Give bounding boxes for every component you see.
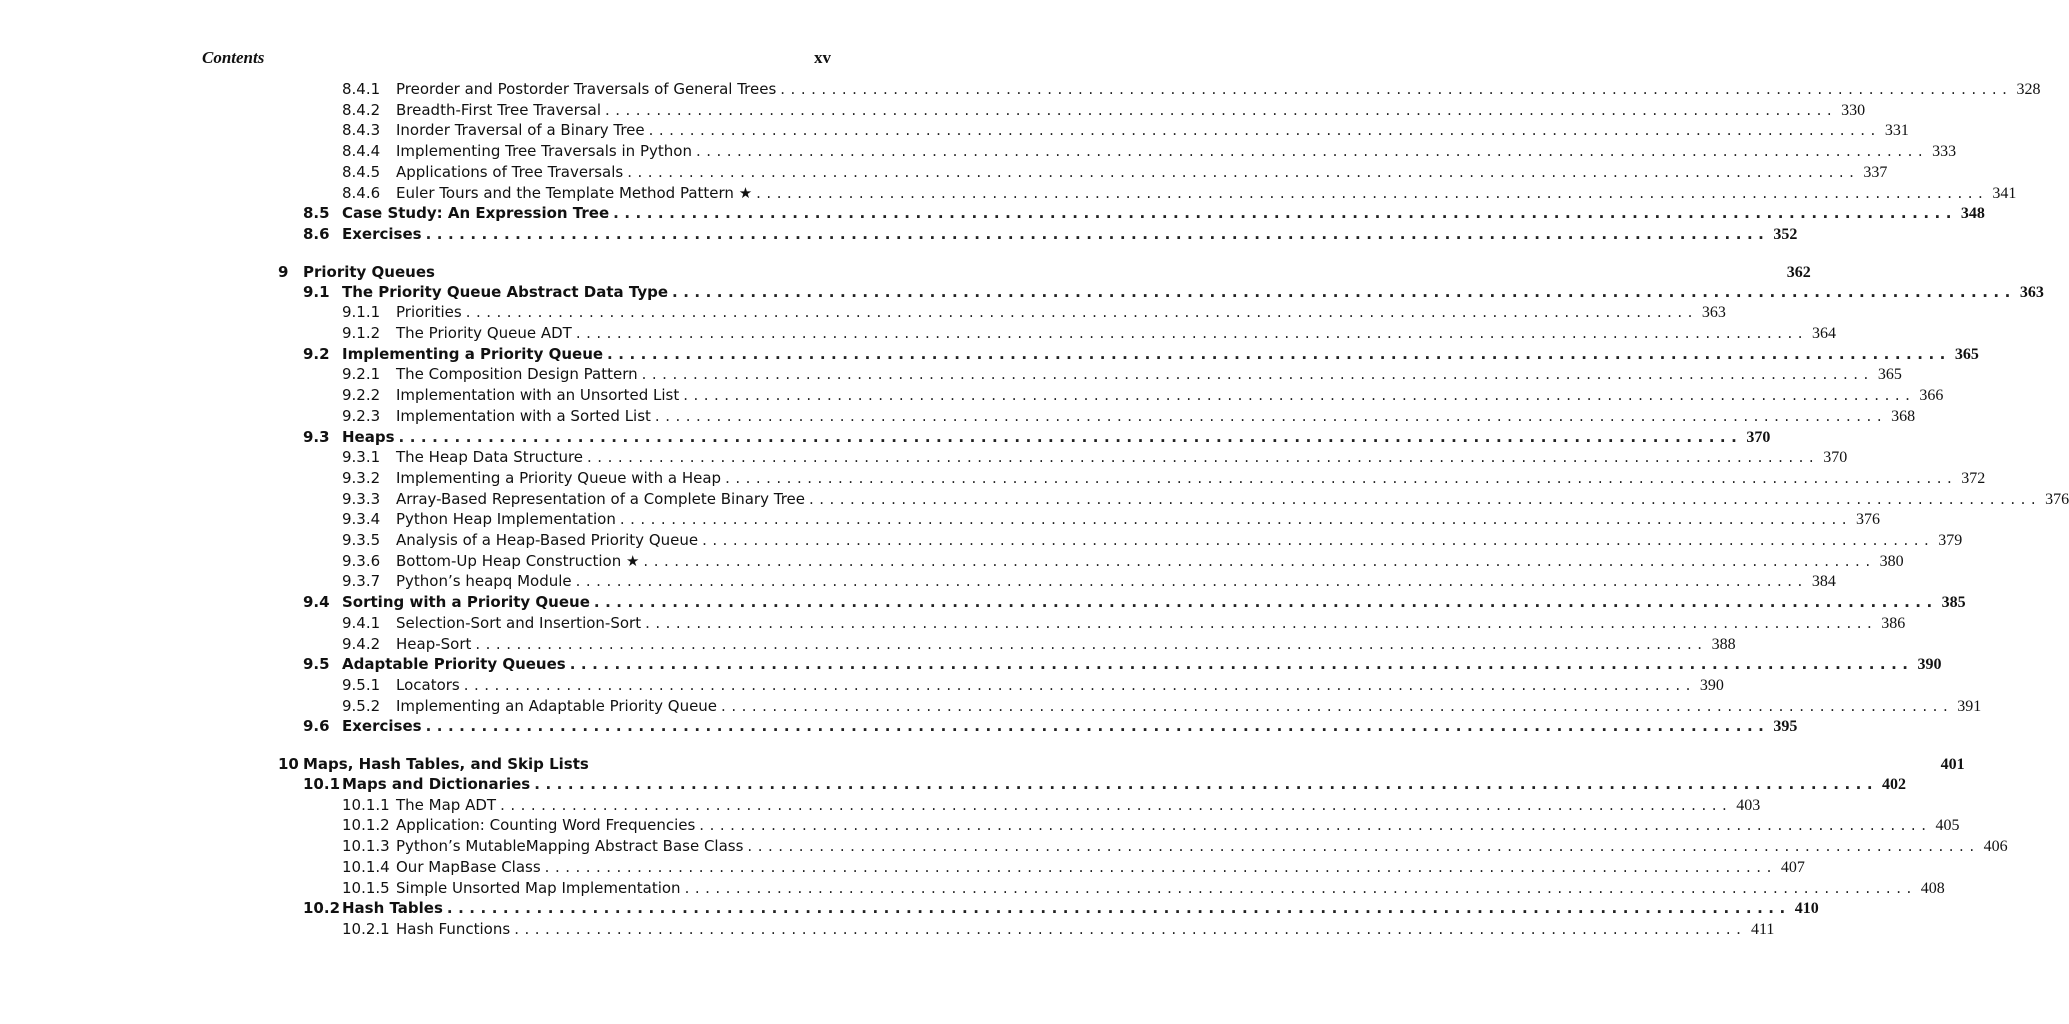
toc-entry-number: 9.2.2 — [342, 386, 381, 405]
toc-leader-dots: ........................................................................................................................ — [514, 919, 1747, 938]
toc-subsection-entry — [0, 509, 1881, 530]
toc-entry-line — [396, 836, 2008, 858]
toc-entry-title: Application: Counting Word Frequencies — [396, 816, 696, 835]
toc-leader-dots: ........................................................................................................................ — [607, 344, 1951, 363]
toc-entry-line — [396, 795, 1761, 817]
toc-entry-page: 366 — [1919, 387, 1944, 405]
toc-entry-number: 8.4.1 — [342, 80, 381, 98]
toc-entry-number: 8.6 — [303, 224, 330, 243]
toc-leader-dots: ........................................................................................................................ — [654, 406, 1888, 425]
toc-entry-page: 328 — [2016, 81, 2041, 98]
toc-leader-dots: ........................................................................................................................ — [575, 324, 1809, 342]
toc-entry-number: 8.4.3 — [342, 121, 381, 140]
toc-entry-title: Simple Unsorted Map Implementation — [396, 878, 681, 897]
toc-leader-dots: ........................................................................................................................ — [619, 510, 1853, 529]
toc-entry-title: Case Study: An Expression Tree — [342, 204, 610, 223]
toc-subsection-entry — [0, 634, 1736, 655]
toc-entry-page: 348 — [1960, 205, 1985, 223]
toc-entry-page: 331 — [1884, 122, 1909, 140]
toc-entry-number: 10.1.4 — [342, 857, 390, 876]
toc-leader-dots: ........................................................................................................................ — [699, 816, 1932, 835]
toc-leader-dots: ........................................................................................................................ — [475, 634, 1708, 653]
toc-entry-title: Hash Functions — [396, 919, 511, 938]
toc-entry-number: 10.1.2 — [342, 816, 390, 835]
toc-entry-line — [342, 224, 1798, 246]
toc-subsection-entry — [0, 613, 1906, 634]
toc-entry-line — [396, 489, 2069, 511]
toc-entry-title: Exercises — [342, 717, 422, 736]
toc-entry-title: Heap-Sort — [396, 634, 472, 653]
toc-leader-dots: ........................................................................................................................ — [593, 593, 1938, 612]
toc-entry-title: Locators — [396, 675, 460, 694]
toc-subsection-entry — [0, 551, 1904, 572]
toc-entry-title: Priorities — [396, 303, 462, 322]
toc-entry-number: 9.1.1 — [342, 303, 381, 322]
toc-entry-title: Breadth-First Tree Traversal — [396, 100, 601, 119]
toc-entry-page: 365 — [1954, 345, 1979, 363]
toc-entry-number: 9.3.6 — [342, 551, 381, 570]
toc-entry-number: 9.3.4 — [342, 510, 381, 529]
toc-entry-title: Priority Queues — [303, 262, 435, 281]
toc-entry-title: The Map ADT — [396, 795, 497, 814]
toc-entry-line — [396, 141, 1957, 163]
toc-entry-line — [396, 509, 1881, 531]
toc-leader-dots: ........................................................................................................................ — [648, 121, 1881, 140]
toc-entry-page: 372 — [1961, 469, 1986, 487]
toc-leader-dots: ........................................................................................................................ — [643, 551, 1876, 570]
toc-subsection-entry — [0, 530, 1963, 551]
toc-entry-number: 10.2.1 — [342, 919, 390, 938]
toc-entry-page: 341 — [1992, 184, 2017, 202]
toc-leader-dots: ........................................................................................................................ — [544, 857, 1777, 876]
toc-entry-number: 8.4.2 — [342, 100, 381, 119]
toc-entry-page: 388 — [1711, 635, 1736, 653]
toc-leader-dots: ........................................................................................................................ — [425, 717, 1770, 736]
toc-subsection-entry — [0, 302, 1726, 323]
toc-entry-number: 10.1.1 — [342, 795, 390, 814]
toc-subsection-entry — [0, 162, 1888, 183]
toc-entry-number: 9 — [278, 262, 289, 281]
toc-entry-page: 406 — [1983, 838, 2008, 856]
toc-entry-line — [396, 919, 1775, 941]
toc-entry-page: 391 — [1957, 697, 1982, 715]
toc-subsection-entry — [0, 675, 1724, 696]
toc-entry-page: 370 — [1746, 428, 1771, 446]
toc-leader-dots: ........................................................................................................................ — [575, 572, 1808, 591]
toc-subsection-entry — [0, 385, 1944, 406]
toc-entry-title: Preorder and Postorder Traversals of General Trees — [396, 80, 777, 98]
toc-entry-number: 9.3.2 — [342, 468, 381, 487]
toc-entry-page: 385 — [1941, 594, 1966, 612]
toc-entry-line — [396, 183, 2017, 205]
toc-entry-title: Selection-Sort and Insertion-Sort — [396, 613, 642, 632]
toc-entry-title: The Priority Queue Abstract Data Type — [342, 282, 669, 301]
toc-entry-number: 9.3.1 — [342, 448, 381, 467]
toc-entry-page: 337 — [1863, 163, 1888, 181]
toc-entry-line — [396, 364, 1902, 386]
toc-entry-title: Implementation with an Unsorted List — [396, 386, 680, 405]
toc-entry-number: 8.4.4 — [342, 142, 381, 161]
toc-leader-dots: ........................................................................................................................ — [725, 468, 1958, 487]
toc-entry-title: Analysis of a Heap-Based Priority Queue — [396, 531, 699, 549]
toc-leader-dots: ........................................................................................................................ — [702, 531, 1935, 549]
toc-entry-number: 8.5 — [303, 204, 330, 223]
toc-entry-number: 8.4.5 — [342, 162, 381, 181]
toc-entry-number: 10.1.3 — [342, 837, 390, 856]
toc-entry-line — [303, 753, 1965, 776]
toc-leader-dots: ........................................................................................................................ — [613, 204, 1957, 223]
toc-leader-dots: ........................................................................................................................ — [605, 100, 1838, 119]
toc-subsection-entry — [0, 406, 1916, 427]
toc-entry-number: 10 — [278, 755, 299, 773]
toc-entry-line — [342, 592, 1966, 614]
toc-entry-number: 9.4 — [303, 593, 330, 612]
toc-entry-line — [396, 120, 1909, 142]
toc-subsection-entry — [0, 489, 2069, 510]
toc-leader-dots: ........................................................................................................................ — [398, 427, 1743, 446]
toc-entry-page: 376 — [1856, 511, 1881, 529]
toc-leader-dots: ........................................................................................................................ — [425, 224, 1770, 243]
toc-section-entry — [0, 224, 1798, 245]
toc-entry-page: 411 — [1750, 920, 1775, 938]
toc-subsection-entry — [0, 836, 2008, 857]
toc-subsection-entry — [0, 183, 2017, 204]
toc-entry-page: 402 — [1882, 776, 1907, 793]
toc-entry-page: 405 — [1935, 817, 1960, 835]
toc-entry-title: Applications of Tree Traversals — [396, 162, 624, 181]
toc-entry-page: 395 — [1773, 718, 1798, 736]
toc-subsection-entry — [0, 120, 1909, 141]
toc-entry-number: 9.2.1 — [342, 365, 381, 384]
toc-leader-dots: ........................................................................................................................ — [645, 613, 1878, 632]
toc-entry-line — [396, 100, 1866, 122]
toc-leader-dots: ........................................................................................................................ — [569, 655, 1914, 674]
toc-subsection-entry — [0, 100, 1866, 121]
toc-leader-dots: ........................................................................................................................ — [627, 162, 1860, 181]
toc-leader-dots: ........................................................................................................................ — [641, 365, 1874, 384]
toc-subsection-entry — [0, 815, 1960, 836]
toc-leader-dots: ........................................................................................................................ — [534, 775, 1879, 793]
toc-entry-line — [396, 815, 1960, 837]
toc-leader-dots: ........................................................................................................................ — [683, 386, 1916, 405]
toc-entry-page: 362 — [1786, 263, 1811, 281]
toc-entry-title: Maps and Dictionaries — [342, 775, 531, 793]
toc-entry-line — [396, 530, 1963, 552]
toc-entry-page: 379 — [1938, 532, 1963, 549]
toc-entry-page: 390 — [1699, 676, 1724, 694]
toc-entry-number: 9.4.1 — [342, 613, 381, 632]
toc-entry-line — [342, 898, 1819, 920]
running-header-title: Contents — [202, 48, 265, 67]
toc-subsection-entry — [0, 447, 1848, 468]
toc-subsection-entry — [0, 323, 1837, 344]
toc-entry-line — [396, 406, 1916, 428]
toc-entry-line — [342, 344, 1979, 366]
toc-leader-dots: ........................................................................................................................ — [672, 282, 2016, 301]
toc-leader-dots: ........................................................................................................................ — [756, 183, 1989, 202]
toc-entry-line — [396, 323, 1837, 345]
toc-entry-page: 403 — [1736, 796, 1761, 814]
toc-entry-line — [396, 878, 1945, 900]
toc-leader-dots: ........................................................................................................................ — [780, 80, 2013, 98]
toc-entry-title: Hash Tables — [342, 899, 443, 918]
running-header-page-number: xv — [814, 48, 831, 67]
toc-entry-page: 386 — [1881, 614, 1906, 632]
toc-section-entry — [0, 282, 2044, 303]
toc-entry-number: 9.3.3 — [342, 489, 381, 508]
toc-entry-title: Exercises — [342, 224, 422, 243]
toc-entry-line — [342, 716, 1798, 738]
toc-entry-line — [396, 613, 1906, 635]
toc-entry-line — [396, 447, 1848, 469]
toc-entry-page: 330 — [1841, 101, 1866, 119]
toc-entry-line — [396, 571, 1836, 593]
toc-section-entry — [0, 427, 1771, 448]
toc-entry-line — [396, 551, 1904, 573]
toc-section-entry — [0, 716, 1798, 737]
toc-entry-line — [303, 261, 1811, 284]
toc-entry-line — [396, 162, 1888, 184]
toc-entry-page: 401 — [1940, 756, 1965, 773]
toc-entry-title: Inorder Traversal of a Binary Tree — [396, 121, 645, 140]
toc-entry-line — [396, 696, 1982, 718]
toc-leader-dots: ........................................................................................................................ — [747, 837, 1980, 856]
toc-entry-title: Implementing a Priority Queue — [342, 344, 604, 363]
toc-entry-title: Array-Based Representation of a Complete Binary Tree — [396, 489, 805, 508]
toc-entry-title: Our MapBase Class — [396, 857, 541, 876]
toc-entry-number: 9.4.2 — [342, 634, 381, 653]
toc-entry-title: Adaptable Priority Queues — [342, 655, 566, 674]
toc-entry-page: 390 — [1917, 656, 1942, 674]
toc-entry-number: 10.1.5 — [342, 878, 390, 897]
toc-entry-title: Euler Tours and the Template Method Pattern ★ — [396, 183, 753, 202]
toc-entry-number: 10.2 — [303, 899, 341, 918]
toc-entry-title: Sorting with a Priority Queue — [342, 593, 590, 612]
toc-subsection-entry — [0, 878, 1945, 899]
toc-entry-page: 333 — [1932, 143, 1957, 161]
toc-entry-page: 352 — [1773, 225, 1798, 243]
toc-leader-dots: ........................................................................................................................ — [446, 899, 1791, 918]
toc-entry-number: 9.5 — [303, 655, 330, 674]
toc-entry-number: 9.1 — [303, 282, 330, 301]
toc-entry-page: 410 — [1794, 900, 1819, 918]
toc-chapter-entry — [0, 753, 1965, 775]
toc-leader-dots: ........................................................................................................................ — [587, 448, 1820, 467]
toc-entry-line — [342, 427, 1771, 449]
toc-entry-page: 384 — [1811, 573, 1836, 591]
toc-entry-line — [342, 774, 1907, 796]
toc-subsection-entry — [0, 857, 1805, 878]
toc-leader-dots: ........................................................................................................................ — [695, 142, 1929, 161]
toc-entry-page: 408 — [1920, 879, 1945, 897]
toc-entry-title: Implementation with a Sorted List — [396, 406, 651, 425]
toc-entry-line — [342, 203, 1985, 225]
toc-subsection-entry — [0, 795, 1761, 816]
toc-section-entry — [0, 898, 1819, 919]
toc-entry-number: 9.1.2 — [342, 324, 381, 342]
toc-entry-page: 363 — [1701, 304, 1726, 322]
toc-entry-line — [396, 857, 1805, 879]
toc-section-entry — [0, 344, 1979, 365]
toc-entry-title: Maps, Hash Tables, and Skip Lists — [303, 755, 589, 773]
toc-subsection-entry — [0, 468, 1986, 489]
toc-entry-page: 376 — [2045, 490, 2069, 508]
toc-entry-page: 365 — [1877, 366, 1902, 384]
toc-entry-title: Bottom-Up Heap Construction ★ — [396, 551, 640, 570]
toc-chapter-entry — [0, 261, 1811, 283]
toc-entry-title: Implementing an Adaptable Priority Queue — [396, 696, 718, 715]
toc-entry-title: Python’s heapq Module — [396, 572, 572, 591]
toc-subsection-entry — [0, 696, 1982, 717]
toc-leader-dots: ........................................................................................................................ — [808, 489, 2042, 508]
toc-entry-number: 9.6 — [303, 717, 330, 736]
toc-entry-number: 9.5.1 — [342, 675, 381, 694]
toc-leader-dots: ........................................................................................................................ — [465, 303, 1698, 322]
toc-leader-dots: ........................................................................................................................ — [721, 696, 1954, 715]
toc-entry-title: Heaps — [342, 427, 395, 446]
toc-entry-line — [396, 385, 1944, 407]
toc-entry-number: 9.2.3 — [342, 406, 381, 425]
toc-subsection-entry — [0, 571, 1836, 592]
toc-entry-number: 10.1 — [303, 775, 341, 793]
toc-section-entry — [0, 774, 1907, 795]
toc-leader-dots: ........................................................................................................................ — [500, 795, 1733, 814]
toc-subsection-entry — [0, 79, 2041, 100]
toc-entry-title: Implementing Tree Traversals in Python — [396, 142, 692, 161]
toc-entry-number: 9.3 — [303, 427, 330, 446]
toc-subsection-entry — [0, 364, 1902, 385]
toc-leader-dots: ........................................................................................................................ — [463, 675, 1696, 694]
toc-entry-line — [396, 675, 1724, 697]
toc-entry-number: 9.3.7 — [342, 572, 381, 591]
toc-entry-title: The Heap Data Structure — [396, 448, 584, 467]
toc-entry-line — [396, 302, 1726, 324]
toc-entry-title: The Composition Design Pattern — [396, 365, 638, 384]
toc-entry-number: 8.4.6 — [342, 183, 381, 202]
toc-subsection-entry — [0, 141, 1957, 162]
toc-entry-number: 9.3.5 — [342, 531, 381, 549]
toc-entry-line — [396, 79, 2041, 101]
toc-entry-line — [342, 654, 1942, 676]
toc-entry-number: 9.2 — [303, 344, 330, 363]
toc-entry-page: 368 — [1891, 407, 1916, 425]
toc-section-entry — [0, 654, 1942, 675]
toc-leader-dots: ........................................................................................................................ — [684, 878, 1917, 897]
toc-entry-page: 370 — [1823, 449, 1848, 467]
toc-entry-number: 9.5.2 — [342, 696, 381, 715]
toc-entry-line — [342, 282, 2044, 304]
toc-entry-title: Python Heap Implementation — [396, 510, 616, 529]
toc-subsection-entry — [0, 919, 1775, 940]
toc-entry-title: Implementing a Priority Queue with a Heap — [396, 468, 722, 487]
toc-entry-line — [396, 634, 1736, 656]
toc-entry-page: 363 — [2019, 283, 2044, 301]
toc-entry-line — [396, 468, 1986, 490]
toc-entry-page: 380 — [1879, 552, 1904, 570]
toc-entry-page: 407 — [1780, 858, 1805, 876]
toc-entry-page: 364 — [1812, 325, 1837, 342]
toc-section-entry — [0, 592, 1966, 613]
toc-section-entry — [0, 203, 1985, 224]
toc-entry-title: The Priority Queue ADT — [396, 324, 572, 342]
toc-entry-title: Python’s MutableMapping Abstract Base Class — [396, 837, 744, 856]
